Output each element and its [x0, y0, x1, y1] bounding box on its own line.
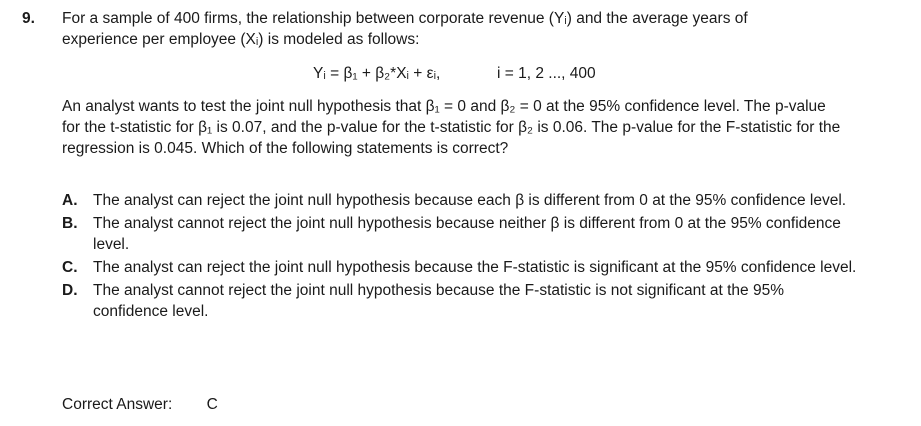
question-number: 9. [22, 10, 35, 27]
correct-answer-row [62, 394, 218, 415]
question-body: An analyst wants to test the joint null hypothesis that β₁ = 0 and β₂ = 0 at the 95% confidence level. The p-value for the t-statistic for β₁ is 0.07, and the p-value for the t-statistic for β₂ is 0.06. The p-value for the F-statistic for the regression is 0.045. Which of the following statements is correct? [62, 98, 841, 157]
formula-index-range: i = 1, 2 ..., 400 [497, 65, 596, 82]
option-text: The analyst cannot reject the joint null hypothesis because the F-statistic is not significant at the 95% confidence level. [93, 282, 784, 320]
question-stem: For a sample of 400 firms, the relationship between corporate revenue (Yᵢ) and the average years of experience per employee (Xᵢ) is modeled as follows: [62, 10, 748, 48]
formula-row [0, 63, 921, 84]
option-letter: D. [62, 282, 78, 299]
option-text: The analyst cannot reject the joint null hypothesis because neither β is different from 0 at the 95% confidence level. [93, 215, 841, 253]
option-d [62, 280, 862, 322]
option-b [62, 213, 862, 255]
option-letter: C. [62, 259, 78, 276]
option-text: The analyst can reject the joint null hypothesis because the F-statistic is significant at the 95% confidence level. [93, 259, 857, 276]
option-letter: B. [62, 215, 78, 232]
option-text: The analyst can reject the joint null hypothesis because each β is different from 0 at the 95% confidence level. [93, 192, 847, 209]
option-letter: A. [62, 192, 78, 209]
option-c [62, 257, 862, 278]
option-a [62, 190, 862, 211]
regression-formula: Yᵢ = β₁ + β₂*Xᵢ + εᵢ, [313, 65, 441, 82]
correct-answer-label: Correct Answer: [62, 396, 173, 413]
correct-answer-value: C [206, 396, 218, 413]
answer-options [62, 190, 862, 324]
